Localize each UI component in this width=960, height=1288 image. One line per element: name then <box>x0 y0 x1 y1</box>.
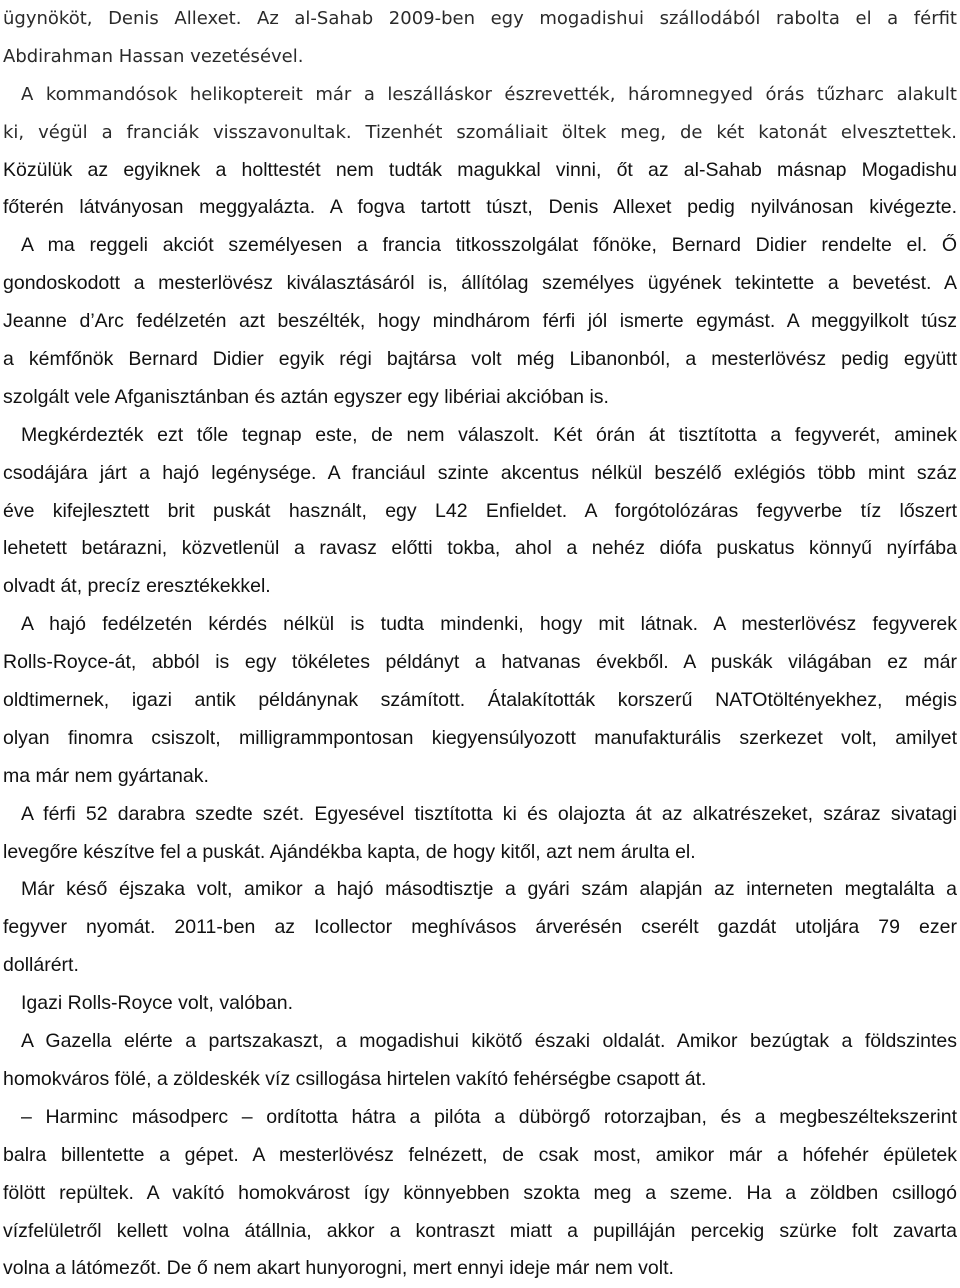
text-line: A hajó fedélzetén kérdés nélkül is tudta mindenki, hogy mit látnak. A mesterlövész fegyverek <box>21 613 957 636</box>
text-line: balra billentette a gépet. A mesterlövész felnézett, de csak most, amikor már a hófehér épületek <box>3 1143 957 1166</box>
text-line: fegyver nyomát. 2011-ben az Icollector meghívásos árverésén cserélt gazdát utoljára 79 ezer <box>3 916 957 939</box>
text-line: lehetett betárazni, közvetlenül a ravasz előtti tokba, ahol a nehéz diófa puskatus könnyű nyírfába <box>3 537 957 560</box>
text-line: ki, végül a franciák visszavonultak. Tizenhét szomáliait öltek meg, de két katonát elvesztettek. <box>3 121 957 143</box>
text-line: olvadt át, precíz eresztékekkel. <box>3 575 271 598</box>
text-line: Jeanne d’Arc fedélzetén azt beszélték, hogy mindhárom férfi jól ismerte egymást. A meggyilkolt túsz <box>3 310 957 333</box>
text-line: dollárért. <box>3 954 79 977</box>
text-line: ma már nem gyártanak. <box>3 764 209 787</box>
text-line: – Harminc másodperc – ordította hátra a pilóta a dübörgő rotorzajban, és a megbeszéltekszerint <box>21 1105 957 1128</box>
text-line: szolgált vele Afganisztánban és aztán egyszer egy libériai akcióban is. <box>3 385 609 408</box>
text-line: Megkérdezték ezt tőle tegnap este, de nem válaszolt. Két órán át tisztította a fegyverét, aminek <box>21 423 957 446</box>
text-line: Közülük az egyiknek a holttestét nem tudták magukkal vinni, őt az al-Sahab másnap Mogadishu <box>3 158 957 181</box>
text-line: fölött repültek. A vakító homokvárost így könnyebben szokta meg a szeme. Ha a zöldben csillogó <box>3 1181 957 1204</box>
text-line: Igazi Rolls-Royce volt, valóban. <box>21 992 294 1015</box>
text-line: a kémfőnök Bernard Didier egyik régi bajtársa volt még Libanonból, a mesterlövész pedig együtt <box>3 348 957 371</box>
text-line: levegőre készítve fel a puskát. Ajándékba kapta, de hogy kitől, azt nem árulta el. <box>3 840 696 863</box>
text-line: csodájára járt a hajó legénysége. A franciául szinte akcentus nélkül beszélő exlégiós több mint száz <box>3 461 957 484</box>
text-line: vízfelületről kellett volna átállnia, akkor a kontraszt miatt a pupilláján percekig szürke folt zavarta <box>3 1219 957 1242</box>
text-line: volna a látómezőt. De ő nem akart hunyorogni, mert ennyi ideje már nem volt. <box>3 1257 674 1280</box>
text-line: Már késő éjszaka volt, amikor a hajó másodtisztje a gyári szám alapján az interneten megtalálta a <box>21 878 957 901</box>
text-line: éve kifejlesztett brit puskát használt, egy L42 Enfieldet. A forgótolózáras fegyverbe tíz lőszert <box>3 499 957 522</box>
text-line: A férfi 52 darabra szedte szét. Egyesével tisztította ki és olajozta át az alkatrészeket, száraz sivatagi <box>21 802 957 825</box>
text-line: A ma reggeli akciót személyesen a francia titkosszolgálat főnöke, Bernard Didier rendelte el. Ő <box>21 234 957 257</box>
text-line: főterén látványosan meggyalázta. A fogva tartott túszt, Denis Allexet pedig nyilvánosan kivégezte. <box>3 196 957 219</box>
text-line: homokváros fölé, a zöldeskék víz csillogása hirtelen vakító fehérségbe csapott át. <box>3 1067 707 1090</box>
text-line: olyan finomra csiszolt, milligrammpontosan kiegyensúlyozott manufakturális szerkezet volt, amilyet <box>3 726 957 749</box>
text-line: A kommandósok helikoptereit már a leszálláskor észrevették, háromnegyed órás tűzharc alakult <box>21 83 957 105</box>
text-line: Abdirahman Hassan vezetésével. <box>3 45 304 67</box>
text-line: gondoskodott a mesterlövész kiválasztásáról is, állítólag személyes ügyének tekintette a bevetést. A <box>3 272 957 295</box>
text-line: A Gazella elérte a partszakaszt, a mogadishui kikötő északi oldalát. Amikor bezúgtak a földszintes <box>21 1030 957 1053</box>
text-line: Rolls-Royce-át, abból is egy tökéletes példányt a hatvanas évekből. A puskák világában ez már <box>3 651 957 674</box>
text-line: oldtimernek, igazi antik példánynak számított. Átalakították korszerű NATOtöltényekhez, mégis <box>3 689 957 712</box>
text-line: ügynököt, Denis Allexet. Az al-Sahab 2009-ben egy mogadishui szállodából rabolta el a férfit <box>3 8 957 29</box>
